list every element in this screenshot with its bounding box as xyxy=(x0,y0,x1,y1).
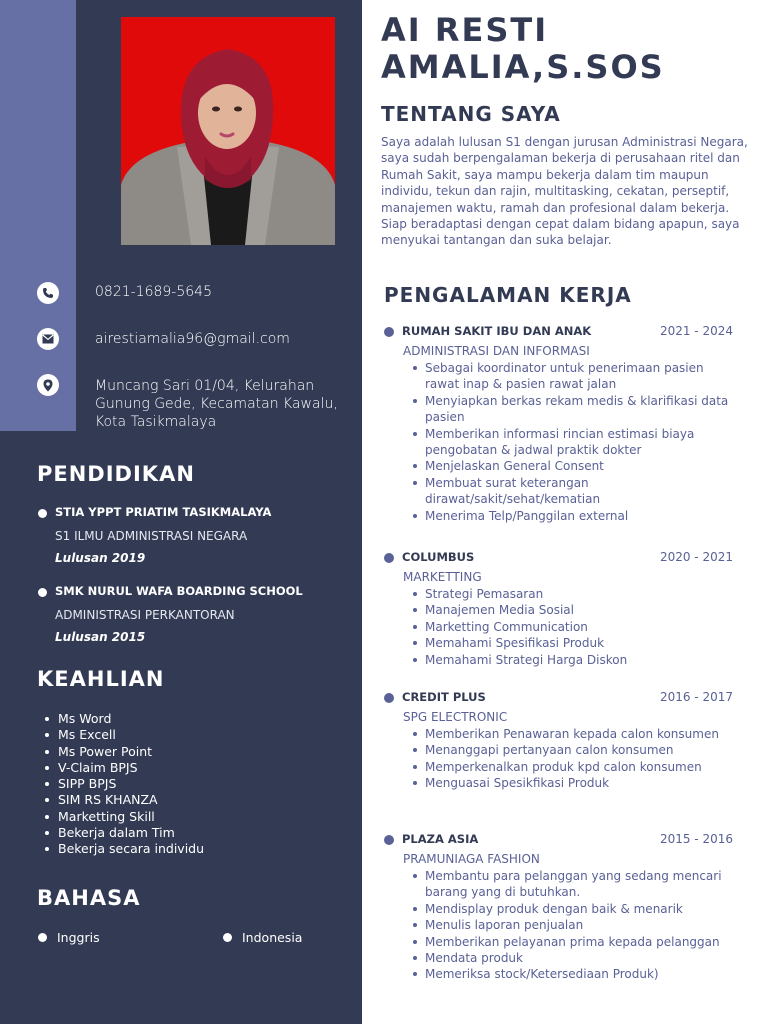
job-company: CREDIT PLUS xyxy=(402,690,486,704)
task-item: Memberikan Penawaran kepada calon konsumen xyxy=(413,726,733,742)
job-period: 2021 - 2024 xyxy=(659,324,733,338)
task-item: Menanggapi pertanyaan calon konsumen xyxy=(413,742,733,758)
task-item: Marketting Communication xyxy=(413,619,733,635)
job-period: 2015 - 2016 xyxy=(659,832,733,846)
task-item: Strategi Pemasaran xyxy=(413,586,733,602)
skill-item: Marketting Skill xyxy=(44,809,344,825)
task-item: Memperkenalkan produk kpd calon konsumen xyxy=(413,759,733,775)
task-item: Mendata produk xyxy=(413,950,733,966)
task-item: Menyiapkan berkas rekam medis & klarifikasi data pasien xyxy=(413,393,733,426)
sidebar-accent-strip xyxy=(0,0,76,431)
job-company: PLAZA ASIA xyxy=(402,832,479,846)
job-role: PRAMUNIAGA FASHION xyxy=(403,852,540,866)
phone-number[interactable]: 0821-1689-5645 xyxy=(95,284,212,300)
location-icon xyxy=(37,374,59,396)
task-item: Memahami Strategi Harga Diskon xyxy=(413,652,733,668)
task-item: Memberikan pelayanan prima kepada pelanggan xyxy=(413,934,733,950)
job-tasks xyxy=(413,868,733,983)
education-item xyxy=(37,505,357,569)
job-entry xyxy=(384,690,736,810)
contact-address xyxy=(0,374,362,434)
bullet-icon xyxy=(38,933,47,942)
education-heading: PENDIDIKAN xyxy=(37,462,195,486)
skills-list xyxy=(44,711,344,858)
job-company: COLUMBUS xyxy=(402,550,475,564)
candidate-name: AI RESTI AMALIA,S.SOS xyxy=(381,11,665,86)
job-role: ADMINISTRASI DAN INFORMASI xyxy=(403,344,590,358)
task-item: Menerima Telp/Panggilan external xyxy=(413,508,733,524)
job-entry xyxy=(384,550,736,670)
job-entry xyxy=(384,324,736,524)
skills-heading: KEAHLIAN xyxy=(37,667,165,691)
task-item: Memberikan informasi rincian estimasi biaya pengobatan & jadwal praktik dokter xyxy=(413,426,733,459)
job-company: RUMAH SAKIT IBU DAN ANAK xyxy=(402,324,592,338)
contact-email xyxy=(0,328,362,350)
email-address[interactable]: airestiamalia96@gmail.com xyxy=(95,331,290,347)
skill-item: V-Claim BPJS xyxy=(44,760,344,776)
bullet-icon xyxy=(384,693,394,703)
bullet-icon xyxy=(38,509,47,518)
about-text: Saya adalah lulusan S1 dengan jurusan Administrasi Negara, saya sudah berpengalaman bekerja di perusahaan ritel dan Rumah Sakit, saya mampu bekerja dalam tim maupun individu, tekun dan rajin, multitasking, cekatan, perseptif, manajemen waktu, ramah dan profesional dalam bekerja. Siap beradaptasi dengan cepat dalam bidang apapun, saya menyukai tantangan dan suka belajar. xyxy=(381,135,748,248)
bullet-icon xyxy=(384,553,394,563)
email-icon xyxy=(37,328,59,350)
task-item: Membantu para pelanggan yang sedang mencari barang yang di butuhkan. xyxy=(413,868,733,901)
language-name: Indonesia xyxy=(242,930,303,945)
skill-item: SIPP BPJS xyxy=(44,776,344,792)
education-item xyxy=(37,584,357,648)
task-item: Menguasai Spesikfikasi Produk xyxy=(413,775,733,791)
task-item: Membuat surat keterangan dirawat/sakit/sehat/kematian xyxy=(413,475,733,508)
school-name: STIA YPPT PRIATIM TASIKMALAYA xyxy=(55,505,272,519)
task-item: Mendisplay produk dengan baik & menarik xyxy=(413,901,733,917)
task-item: Menulis laporan penjualan xyxy=(413,917,733,933)
task-item: Manajemen Media Sosial xyxy=(413,602,733,618)
languages-heading: BAHASA xyxy=(37,886,141,910)
school-major: ADMINISTRASI PERKANTORAN xyxy=(55,608,235,622)
skill-item: Ms Word xyxy=(44,711,344,727)
task-item: Memeriksa stock/Ketersediaan Produk) xyxy=(413,966,733,982)
profile-photo xyxy=(121,17,335,245)
phone-icon xyxy=(37,282,59,304)
skill-item: Bekerja secara individu xyxy=(44,841,344,857)
graduation-year: Lulusan 2015 xyxy=(55,630,146,644)
job-period: 2016 - 2017 xyxy=(659,690,733,704)
language-name: Inggris xyxy=(57,930,100,945)
job-tasks xyxy=(413,726,733,792)
experience-heading: PENGALAMAN KERJA xyxy=(384,283,632,307)
skill-item: SIM RS KHANZA xyxy=(44,792,344,808)
address-text: Muncang Sari 01/04, Kelurahan Gunung Gede, Kecamatan Kawalu, Kota Tasikmalaya xyxy=(95,378,338,430)
job-tasks xyxy=(413,360,733,524)
skill-item: Ms Excell xyxy=(44,727,344,743)
school-major: S1 ILMU ADMINISTRASI NEGARA xyxy=(55,529,248,543)
job-role: MARKETTING xyxy=(403,570,482,584)
task-item: Memahami Spesifikasi Produk xyxy=(413,635,733,651)
job-entry xyxy=(384,832,736,1012)
about-heading: TENTANG SAYA xyxy=(381,102,561,126)
skill-item: Ms Power Point xyxy=(44,744,344,760)
job-tasks xyxy=(413,586,733,668)
task-item: Sebagai koordinator untuk penerimaan pasien rawat inap & pasien rawat jalan xyxy=(413,360,733,393)
graduation-year: Lulusan 2019 xyxy=(55,551,146,565)
task-item: Menjelaskan General Consent xyxy=(413,458,733,474)
bullet-icon xyxy=(38,588,47,597)
contact-phone xyxy=(0,282,362,304)
skill-item: Bekerja dalam Tim xyxy=(44,825,344,841)
school-name: SMK NURUL WAFA BOARDING SCHOOL xyxy=(55,584,303,598)
job-period: 2020 - 2021 xyxy=(659,550,733,564)
bullet-icon xyxy=(384,835,394,845)
bullet-icon xyxy=(223,933,232,942)
job-role: SPG ELECTRONIC xyxy=(403,710,508,724)
bullet-icon xyxy=(384,327,394,337)
